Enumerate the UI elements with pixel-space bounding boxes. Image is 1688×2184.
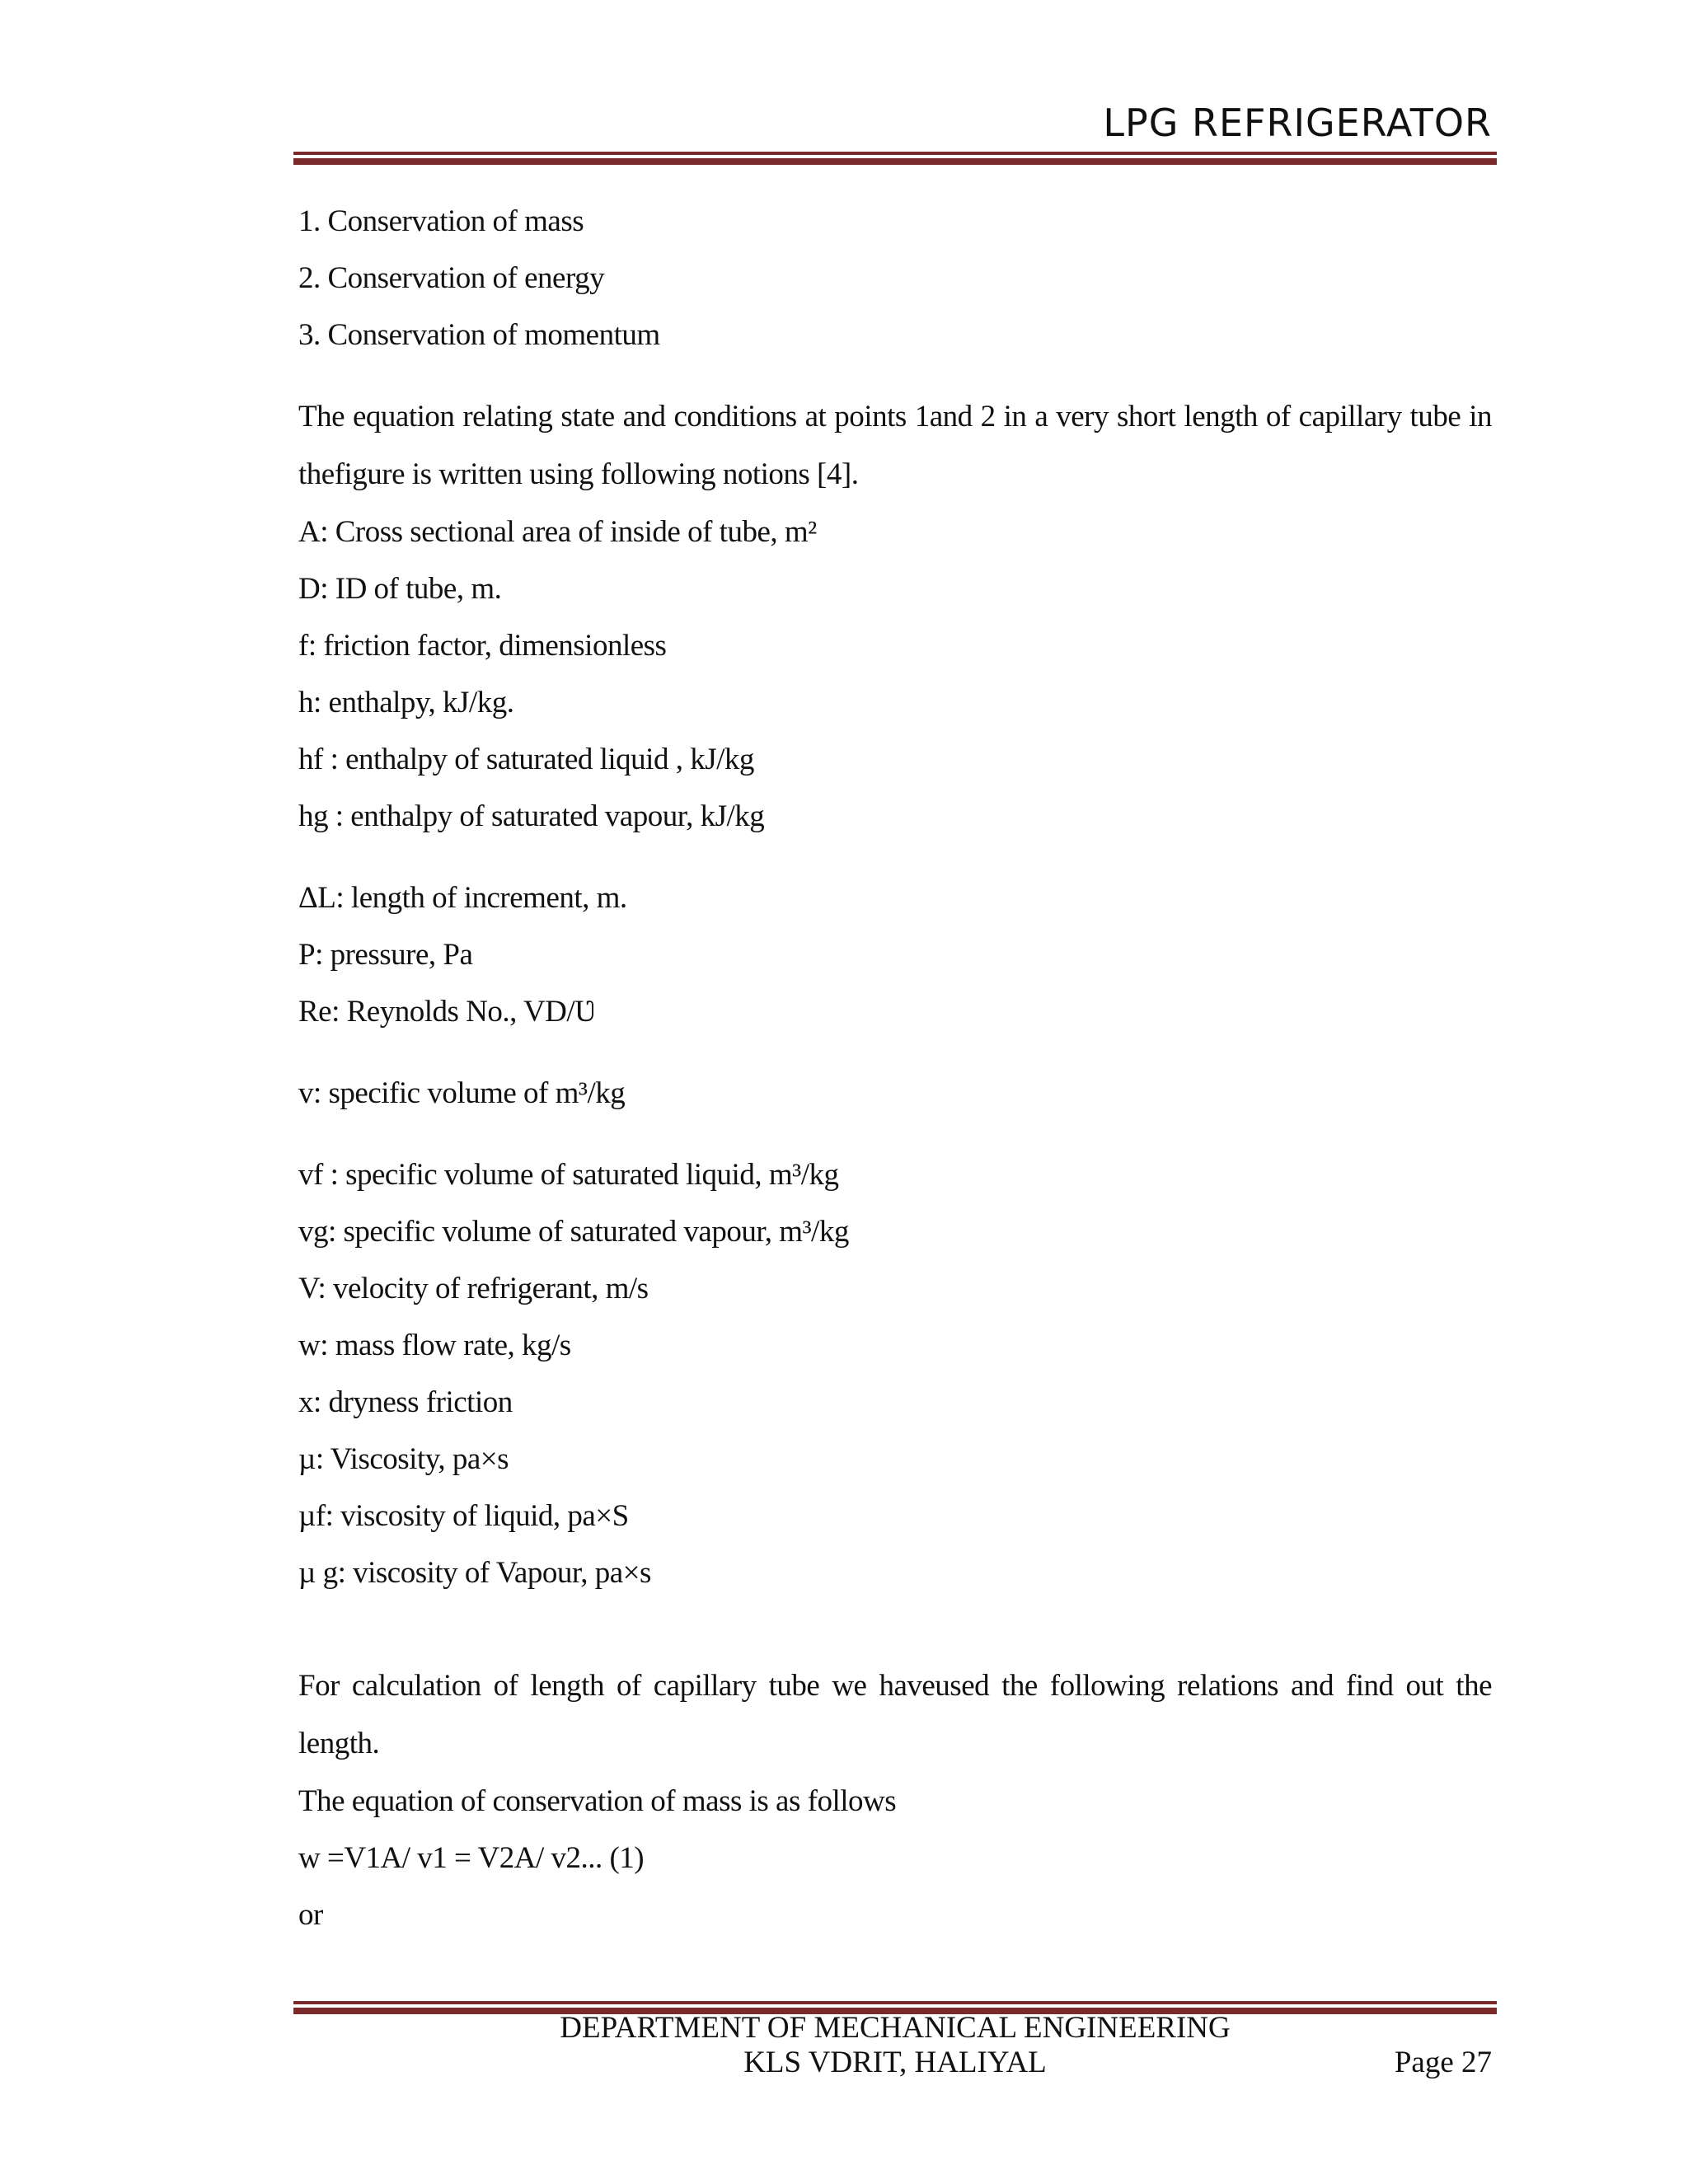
notation-item: ΔL: length of increment, m. (298, 881, 627, 915)
mass-conservation-line: The equation of conservation of mass is as follows (298, 1784, 897, 1818)
footer-department: DEPARTMENT OF MECHANICAL ENGINEERING (560, 2011, 1231, 2045)
notation-item: x: dryness friction (298, 1385, 513, 1419)
page-header-title: LPG REFRIGERATOR (1103, 101, 1492, 145)
page-footer (293, 2011, 1497, 2080)
list-item-mass: 1. Conservation of mass (298, 204, 584, 238)
notation-item: A: Cross sectional area of inside of tube, m² (298, 515, 817, 549)
page-body (298, 193, 1492, 1943)
notation-item: V: velocity of refrigerant, m/s (298, 1272, 649, 1305)
notation-item: vg: specific volume of saturated vapour, m³/kg (298, 1215, 849, 1249)
notation-item: D: ID of tube, m. (298, 572, 502, 606)
calculation-paragraph: For calculation of length of capillary tube we haveused the following relations and find out the length. (298, 1669, 1492, 1760)
equation-1: w =V1A/ v1 = V2A/ v2... (1) (298, 1841, 645, 1875)
notation-item: µ: Viscosity, pa×s (298, 1442, 509, 1476)
footer-institute: KLS VDRIT, HALIYAL (743, 2046, 1047, 2079)
notation-item: µ g: viscosity of Vapour, pa×s (298, 1556, 651, 1590)
page-number: Page 27 (1394, 2046, 1492, 2079)
notation-item: f: friction factor, dimensionless (298, 629, 667, 663)
list-item-momentum: 3. Conservation of momentum (298, 318, 660, 352)
notation-item: h: enthalpy, kJ/kg. (298, 686, 514, 719)
notation-item: vf : specific volume of saturated liquid, m³/kg (298, 1158, 839, 1192)
notation-item: Re: Reynolds No., VD/Ʋ (298, 995, 597, 1029)
notation-item: hf : enthalpy of saturated liquid , kJ/kg (298, 743, 754, 776)
or-text: or (298, 1898, 323, 1932)
notation-item: w: mass flow rate, kg/s (298, 1329, 571, 1362)
notation-item: µf: viscosity of liquid, pa×S (298, 1499, 629, 1533)
list-item-energy: 2. Conservation of energy (298, 261, 605, 295)
header-divider (293, 152, 1497, 165)
notation-item: hg : enthalpy of saturated vapour, kJ/kg (298, 799, 765, 833)
notation-item: P: pressure, Pa (298, 938, 473, 972)
intro-paragraph: The equation relating state and conditions at points 1and 2 in a very short length of capillary tube in thefigure is written using following notions [4]. (298, 400, 1492, 491)
notation-item: v: specific volume of m³/kg (298, 1076, 626, 1110)
